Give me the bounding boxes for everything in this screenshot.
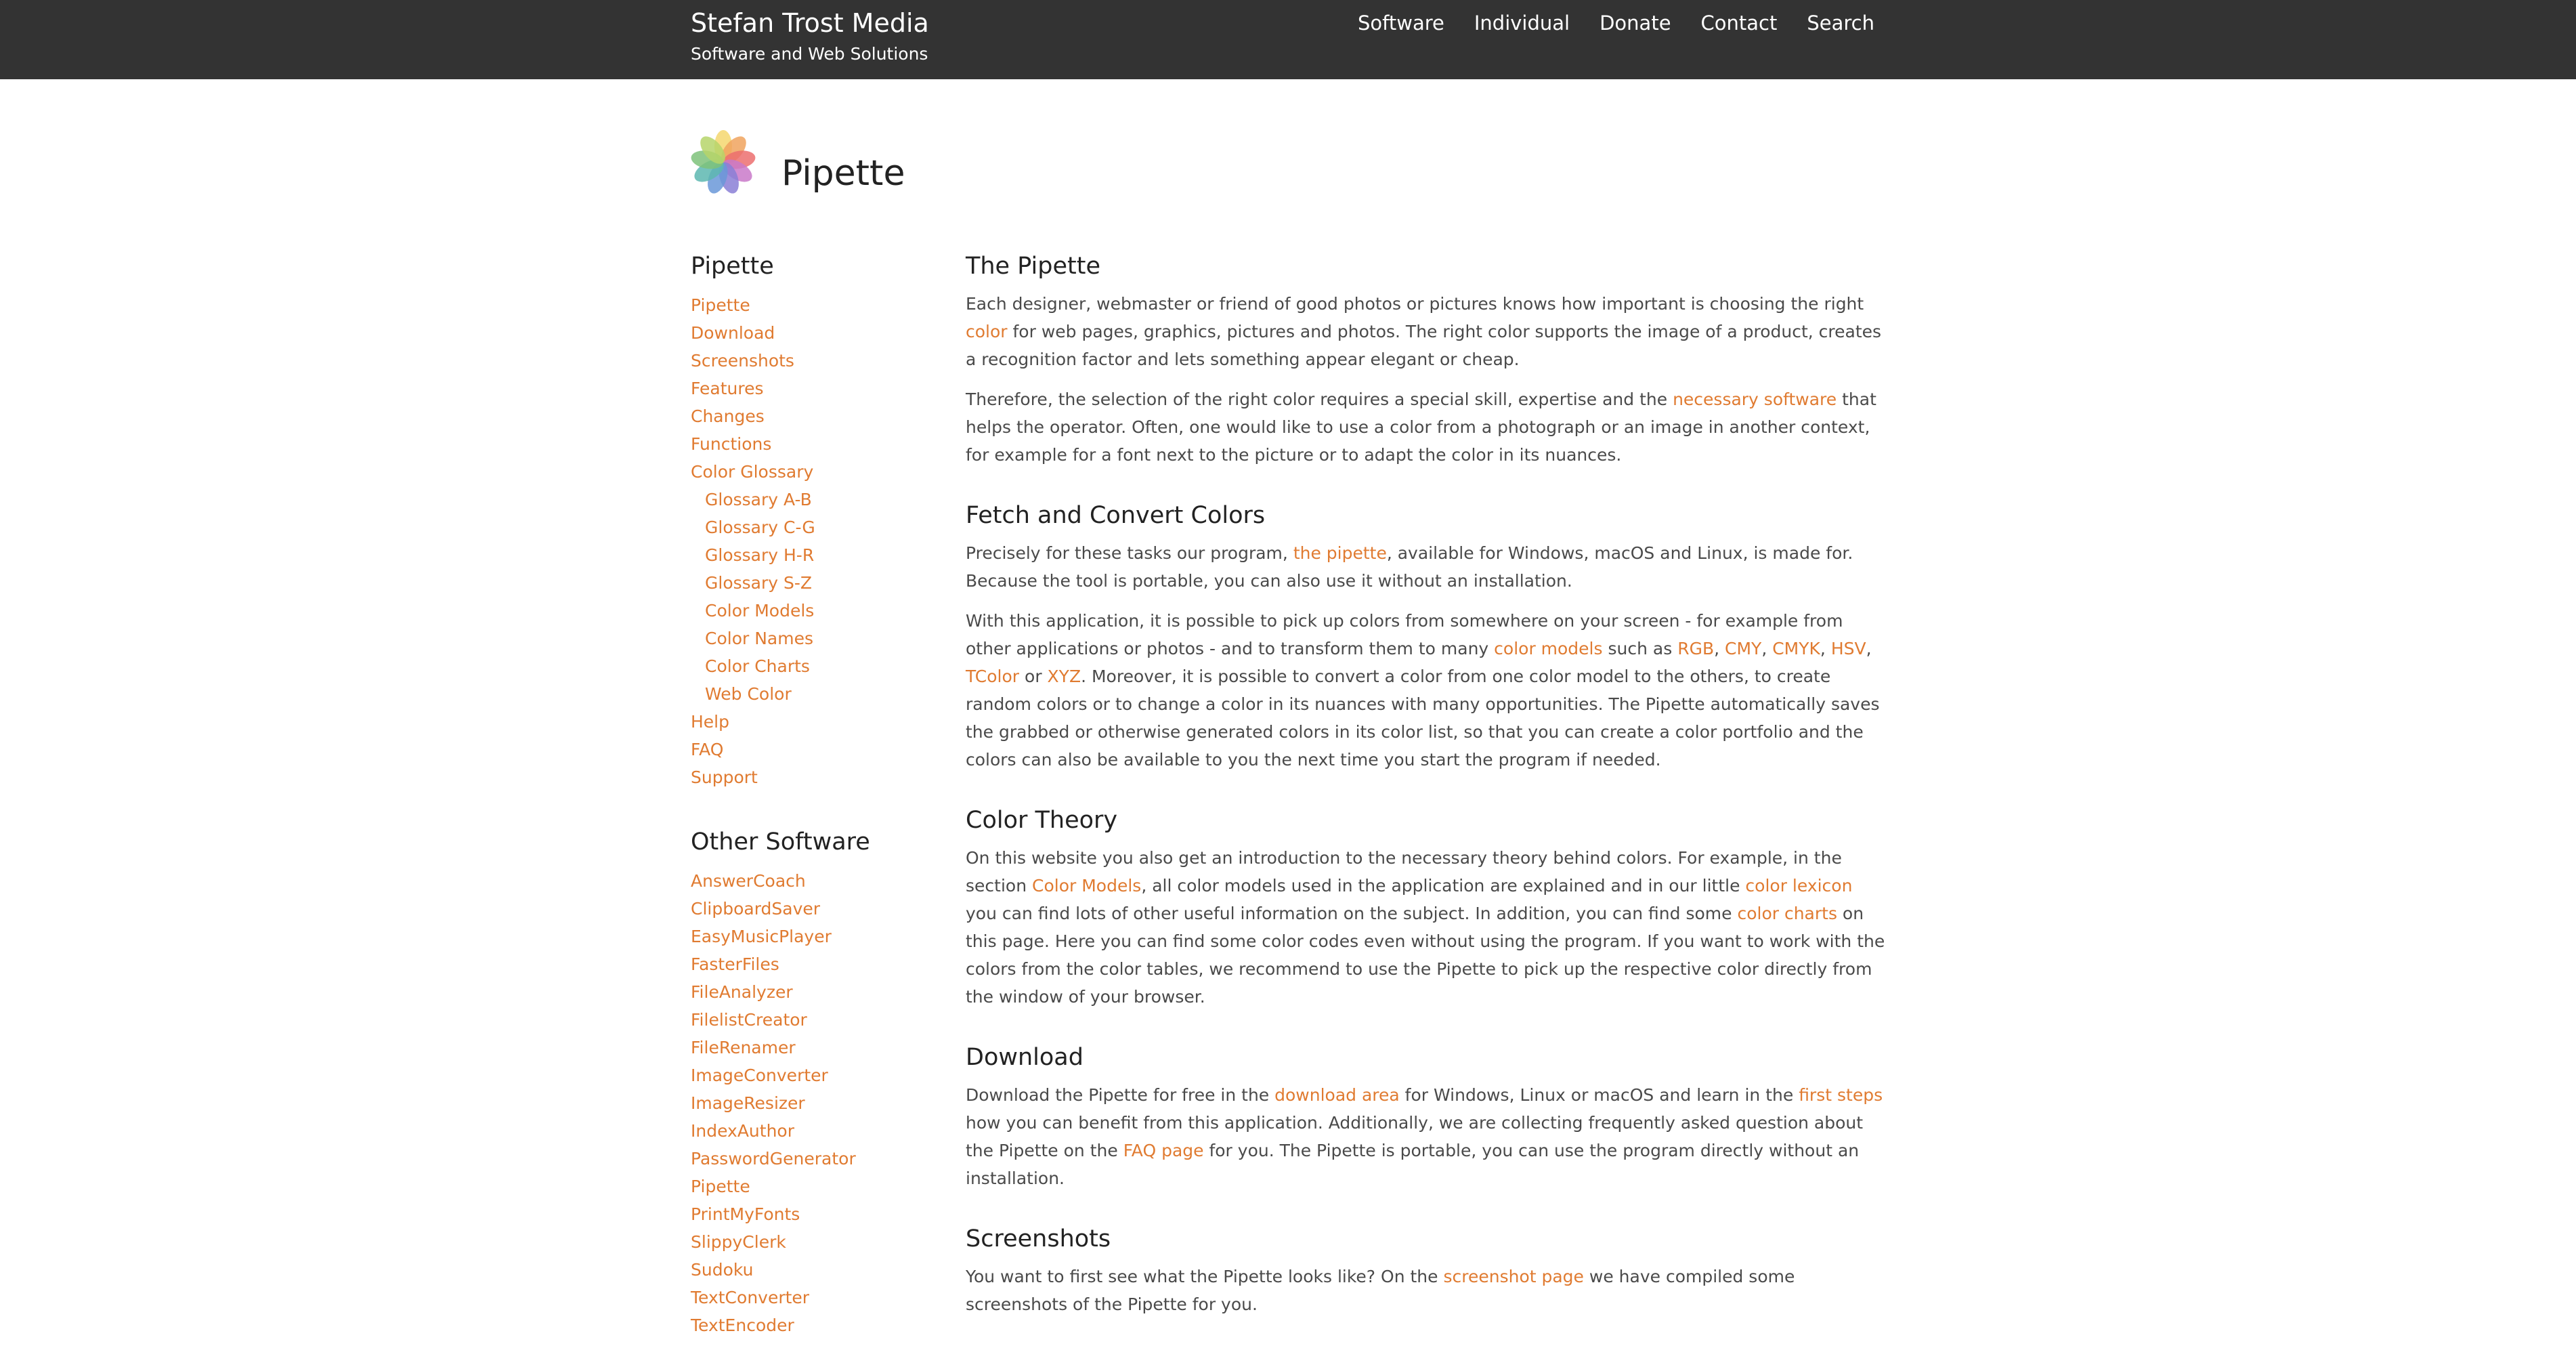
paragraph-text: , [1761,639,1773,658]
paragraph-text: , all color models used in the application are explained and in our little [1141,876,1746,896]
sidebar-link-support[interactable]: Support [691,767,758,787]
nav-software[interactable]: Software [1358,12,1444,35]
paragraph-text: , [1820,639,1831,658]
sidebar-item [691,541,894,569]
sidebar [691,249,894,1339]
top-navigation-bar [0,0,2576,79]
sidebar-heading-other-software: Other Software [691,828,870,856]
paragraph-text: With this application, it is possible to pick up colors from somewhere on your screen - for example from other applications or photos - and to transform them to many [966,611,1843,658]
paragraph [966,539,1887,595]
section-heading: Download [966,1044,1083,1071]
sidebar-link-color-models[interactable]: Color Models [705,601,815,620]
sidebar-link-glossary-c-g[interactable]: Glossary C-G [705,518,815,537]
paragraph-text: we have compiled some screenshots of the Pipette for you. [966,1267,1795,1314]
section-the-pipette [966,249,1887,469]
other-software-link-filerenamer[interactable]: FileRenamer [691,1038,796,1057]
sidebar-link-color-glossary[interactable]: Color Glossary [691,462,814,482]
sidebar-item [691,625,894,652]
nav-donate[interactable]: Donate [1600,12,1671,35]
inline-link-color-models[interactable]: color models [1494,639,1603,658]
other-software-link-fileanalyzer[interactable]: FileAnalyzer [691,982,793,1002]
sidebar-item [691,736,894,763]
paragraph [966,290,1887,373]
sidebar-link-color-names[interactable]: Color Names [705,629,813,648]
site-subtitle: Software and Web Solutions [691,44,928,64]
sidebar-item [691,347,894,375]
inline-link-color[interactable]: color [966,322,1008,341]
sidebar-pipette-list [691,291,894,791]
inline-link-download-area[interactable]: download area [1274,1085,1400,1105]
paragraph-text: for Windows, Linux or macOS and learn in the [1399,1085,1799,1105]
sidebar-item [691,708,894,736]
inline-link-hsv[interactable]: HSV [1830,639,1866,658]
other-software-link-imageresizer[interactable]: ImageResizer [691,1093,805,1113]
sidebar-link-glossary-a-b[interactable]: Glossary A-B [705,490,812,509]
other-software-link-textconverter[interactable]: TextConverter [691,1288,810,1307]
site-title[interactable]: Stefan Trost Media [691,8,929,38]
paragraph-text: , available for Windows, macOS and Linux, is made for. Because the tool is portable, you can also use it without an installation. [966,543,1853,591]
section-heading: The Pipette [966,253,1101,280]
other-software-link-fasterfiles[interactable]: FasterFiles [691,954,779,974]
section-heading: Screenshots [966,1225,1111,1252]
sidebar-link-functions[interactable]: Functions [691,434,772,454]
sidebar-item [691,867,894,895]
paragraph-text: for you. The Pipette is portable, you can use the program directly without an installation. [966,1141,1860,1188]
inline-link-cmy[interactable]: CMY [1725,639,1762,658]
paragraph-text: you can find lots of other useful information on the subject. In addition, you can find some [966,904,1738,923]
inline-link-first-steps[interactable]: first steps [1799,1085,1883,1105]
inline-link-faq-page[interactable]: FAQ page [1123,1141,1204,1160]
paragraph-text: Each designer, webmaster or friend of good photos or pictures knows how important is choosing the right [966,294,1864,314]
pipette-logo-icon [689,129,757,196]
sidebar-item [691,375,894,402]
inline-link-color-charts[interactable]: color charts [1737,904,1837,923]
sidebar-heading-pipette: Pipette [691,253,774,280]
nav-search[interactable]: Search [1807,12,1874,35]
other-software-link-printmyfonts[interactable]: PrintMyFonts [691,1204,800,1224]
other-software-link-filelistcreator[interactable]: FilelistCreator [691,1010,807,1030]
sidebar-link-faq[interactable]: FAQ [691,740,724,759]
section-download [966,1040,1887,1192]
sidebar-item [691,1256,894,1284]
other-software-link-passwordgenerator[interactable]: PasswordGenerator [691,1149,856,1168]
sidebar-link-pipette[interactable]: Pipette [691,295,750,315]
sidebar-item [691,978,894,1006]
other-software-link-clipboardsaver[interactable]: ClipboardSaver [691,899,821,919]
sidebar-item [691,486,894,513]
paragraph-text: on this page. Here you can find some color codes even without using the program. If you want to work with the colors from the color tables, we recommend to use the Pipette to pick up the respective color directly from the window of your browser. [966,904,1885,1007]
other-software-link-slippyclerk[interactable]: SlippyClerk [691,1232,786,1252]
paragraph-text: Therefore, the selection of the right color requires a special skill, expertise and the [966,389,1673,409]
sidebar-item [691,652,894,680]
section-heading: Color Theory [966,807,1118,834]
inline-link-the-pipette[interactable]: the pipette [1293,543,1387,563]
sidebar-link-download[interactable]: Download [691,323,775,343]
inline-link-color-models[interactable]: Color Models [1032,876,1142,896]
paragraph-text: , [1866,639,1872,658]
sidebar-item [691,1034,894,1061]
sidebar-item [691,1006,894,1034]
nav-contact[interactable]: Contact [1700,12,1778,35]
page-title: Pipette [781,153,905,194]
other-software-link-answercoach[interactable]: AnswerCoach [691,871,806,891]
section-fetch-and-convert-colors [966,499,1887,774]
sidebar-item [691,1284,894,1311]
other-software-link-textencoder[interactable]: TextEncoder [691,1315,794,1335]
sidebar-item [691,513,894,541]
section-screenshots [966,1222,1887,1318]
sidebar-item [691,763,894,791]
paragraph-text: On this website you also get an introduction to the necessary theory behind colors. For example, in the section [966,848,1842,896]
nav-individual[interactable]: Individual [1474,12,1570,35]
inline-link-screenshot-page[interactable]: screenshot page [1443,1267,1584,1286]
paragraph-text: , [1714,639,1725,658]
paragraph-text: how you can benefit from this application. Additionally, we are collecting frequently asked question about the Pipette on the [966,1113,1864,1160]
sidebar-item [691,1145,894,1173]
sidebar-item [691,895,894,923]
inline-link-xyz[interactable]: XYZ [1047,667,1081,686]
paragraph [966,1081,1887,1192]
sidebar-item [691,458,894,486]
inline-link-necessary-software[interactable]: necessary software [1673,389,1837,409]
inline-link-rgb[interactable]: RGB [1677,639,1715,658]
sidebar-item [691,1061,894,1089]
sidebar-item [691,923,894,950]
section-color-theory [966,803,1887,1011]
other-software-link-easymusicplayer[interactable]: EasyMusicPlayer [691,927,832,946]
paragraph-text: such as [1602,639,1678,658]
sidebar-item [691,1173,894,1200]
paragraph-text: Precisely for these tasks our program, [966,543,1293,563]
sidebar-link-glossary-s-z[interactable]: Glossary S-Z [705,573,813,593]
paragraph-text: You want to first see what the Pipette looks like? On the [966,1267,1444,1286]
other-software-link-pipette[interactable]: Pipette [691,1177,750,1196]
other-software-link-sudoku[interactable]: Sudoku [691,1260,754,1280]
section-heading: Fetch and Convert Colors [966,502,1266,529]
sidebar-item [691,319,894,347]
sidebar-item [691,680,894,708]
sidebar-item [691,950,894,978]
inline-link-color-lexicon[interactable]: color lexicon [1745,876,1853,896]
sidebar-item [691,402,894,430]
sidebar-link-screenshots[interactable]: Screenshots [691,351,794,371]
paragraph [966,607,1887,774]
sidebar-link-changes[interactable]: Changes [691,406,765,426]
paragraph-text: or [1019,667,1048,686]
sidebar-item [691,1228,894,1256]
sidebar-item [691,430,894,458]
sidebar-item [691,1117,894,1145]
other-software-link-imageconverter[interactable]: ImageConverter [691,1066,828,1085]
paragraph-text: that helps the operator. Often, one would like to use a color from a photograph or an image in another context, for example for a font next to the picture or to adapt the color in its nuances. [966,389,1876,465]
paragraph [966,844,1887,1011]
sidebar-item [691,1200,894,1228]
sidebar-item [691,291,894,319]
paragraph [966,385,1887,469]
sidebar-link-help[interactable]: Help [691,712,729,732]
paragraph-text: . Moreover, it is possible to convert a color from one color model to the others, to create random colors or to change a color in its nuances with many opportunities. The Pipette automatically saves the grabbed or otherwise generated colors in its color list, so that you can create a color portfolio and the colors can also be available to you the next time you start the program if needed. [966,667,1880,770]
sidebar-other-software-list [691,867,894,1339]
sidebar-link-web-color[interactable]: Web Color [705,684,792,704]
paragraph-text: Download the Pipette for free in the [966,1085,1275,1105]
sidebar-link-features[interactable]: Features [691,379,764,398]
inline-link-cmyk[interactable]: CMYK [1772,639,1820,658]
sidebar-link-color-charts[interactable]: Color Charts [705,656,810,676]
main-content [966,249,1887,1348]
paragraph [966,1263,1887,1318]
sidebar-link-glossary-h-r[interactable]: Glossary H-R [705,545,815,565]
sidebar-item [691,597,894,625]
sidebar-item [691,1089,894,1117]
sidebar-item [691,569,894,597]
paragraph-text: for web pages, graphics, pictures and photos. The right color supports the image of a product, creates a recognition factor and lets something appear elegant or cheap. [966,322,1882,369]
other-software-link-indexauthor[interactable]: IndexAuthor [691,1121,794,1141]
inline-link-tcolor[interactable]: TColor [966,667,1020,686]
main-nav [1358,9,1874,37]
